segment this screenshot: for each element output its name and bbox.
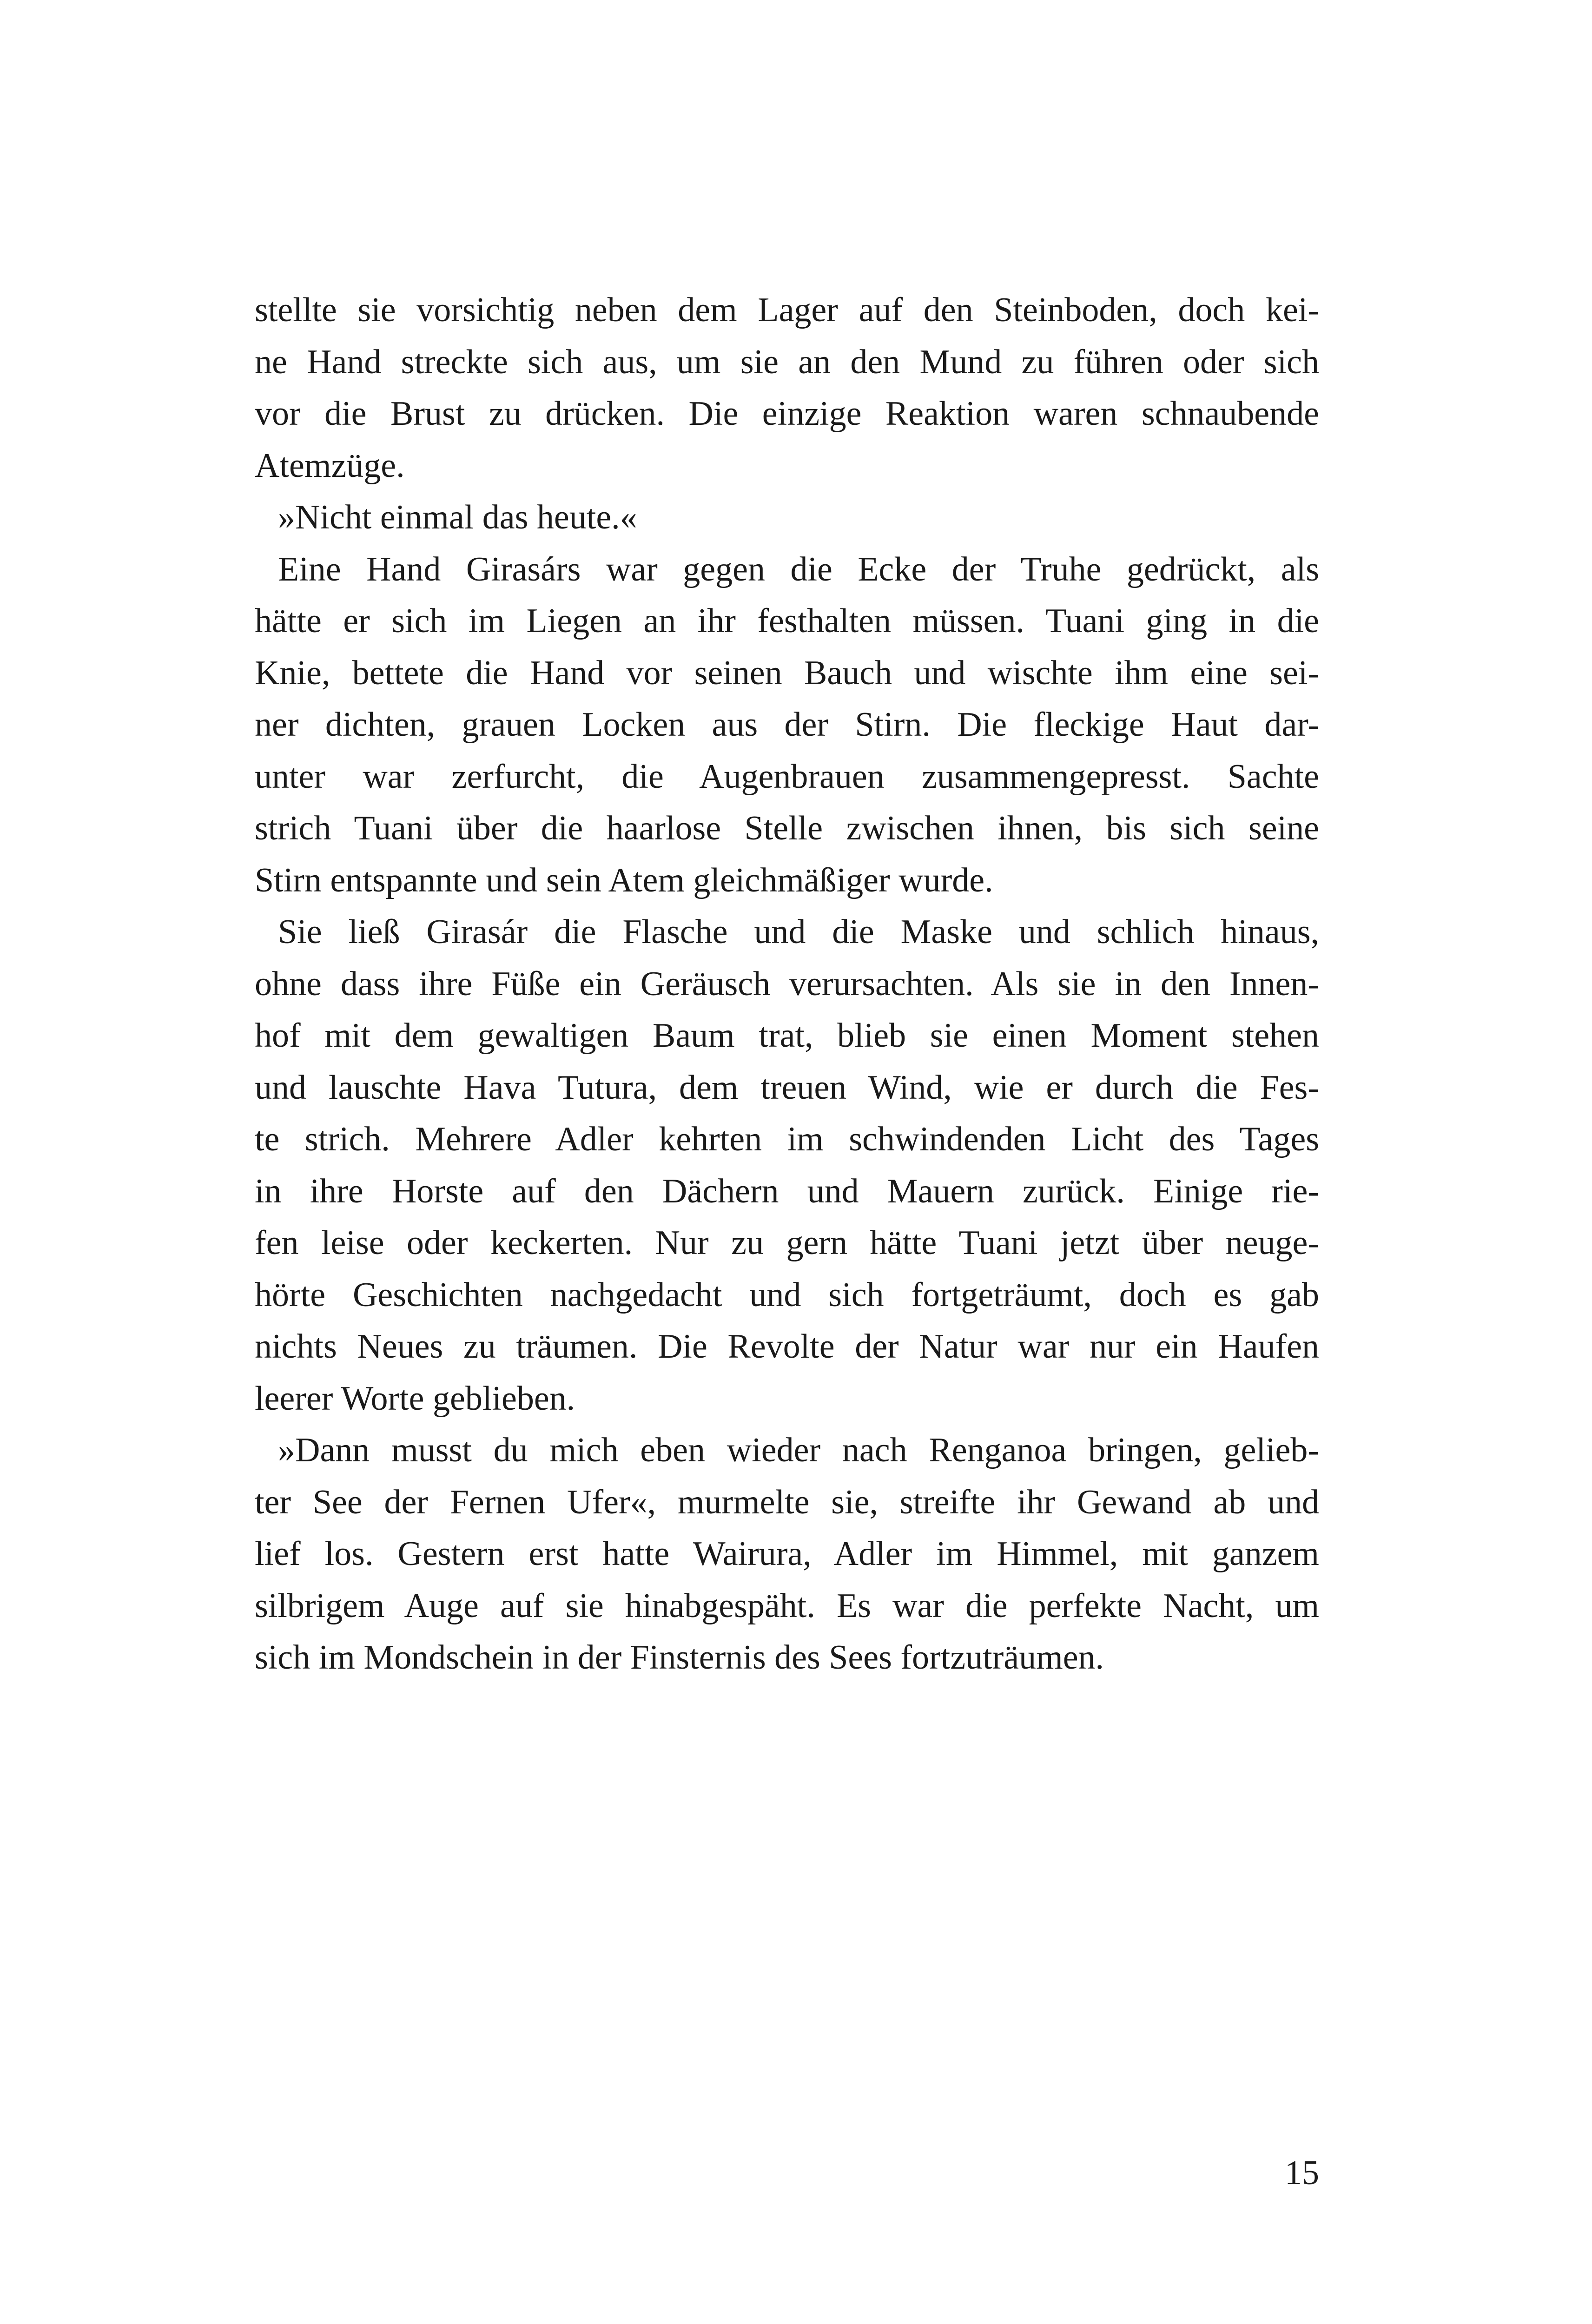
text-line: Atemzüge. — [255, 446, 405, 485]
body-text — [255, 284, 1319, 1684]
text-line: hörte Geschichten nachgedacht und sich fortgeträumt, doch es gab — [255, 1275, 1319, 1314]
text-line: ner dichten, grauen Locken aus der Stirn. Die fleckige Haut dar- — [255, 706, 1319, 744]
page-number: 15 — [1285, 2154, 1319, 2192]
text-line: nichts Neues zu träumen. Die Revolte der Natur war nur ein Haufen — [255, 1327, 1319, 1366]
text-line: »Dann musst du mich eben wieder nach Renganoa bringen, gelieb- — [278, 1431, 1319, 1469]
text-line: hof mit dem gewaltigen Baum trat, blieb sie einen Moment stehen — [255, 1017, 1319, 1055]
text-line: ter See der Fernen Ufer«, murmelte sie, streifte ihr Gewand ab und — [255, 1483, 1319, 1521]
text-line: silbrigem Auge auf sie hinabgespäht. Es war die perfekte Nacht, um — [255, 1586, 1319, 1625]
text-line: Knie, bettete die Hand vor seinen Bauch und wischte ihm eine sei- — [255, 654, 1319, 692]
text-line: Eine Hand Girasárs war gegen die Ecke der Truhe gedrückt, als — [278, 550, 1319, 588]
text-line: Sie ließ Girasár die Flasche und die Maske und schlich hinaus, — [278, 913, 1319, 951]
text-line: sich im Mondschein in der Finsternis des Sees fortzuträumen. — [255, 1638, 1104, 1677]
text-line: unter war zerfurcht, die Augenbrauen zusammengepresst. Sachte — [255, 757, 1319, 796]
text-line: und lauschte Hava Tutura, dem treuen Wind, wie er durch die Fes- — [255, 1068, 1319, 1107]
text-line: fen leise oder keckerten. Nur zu gern hätte Tuani jetzt über neuge- — [255, 1224, 1319, 1262]
text-line: »Nicht einmal das heute.« — [278, 498, 637, 536]
text-line: leerer Worte geblieben. — [255, 1379, 575, 1418]
text-line: strich Tuani über die haarlose Stelle zwischen ihnen, bis sich seine — [255, 809, 1319, 847]
text-line: vor die Brust zu drücken. Die einzige Reaktion waren schnaubende — [255, 395, 1319, 433]
text-line: ne Hand streckte sich aus, um sie an den Mund zu führen oder sich — [255, 343, 1319, 381]
text-line: hätte er sich im Liegen an ihr festhalten müssen. Tuani ging in die — [255, 602, 1319, 640]
text-line: te strich. Mehrere Adler kehrten im schwindenden Licht des Tages — [255, 1120, 1319, 1158]
text-line: lief los. Gestern erst hatte Wairura, Adler im Himmel, mit ganzem — [255, 1535, 1319, 1573]
text-line: ohne dass ihre Füße ein Geräusch verursachten. Als sie in den Innen- — [255, 964, 1319, 1003]
text-line: Stirn entspannte und sein Atem gleichmäßiger wurde. — [255, 861, 993, 899]
text-line: in ihre Horste auf den Dächern und Mauern zurück. Einige rie- — [255, 1172, 1319, 1210]
text-line: stellte sie vorsichtig neben dem Lager auf den Steinboden, doch kei- — [255, 291, 1319, 329]
